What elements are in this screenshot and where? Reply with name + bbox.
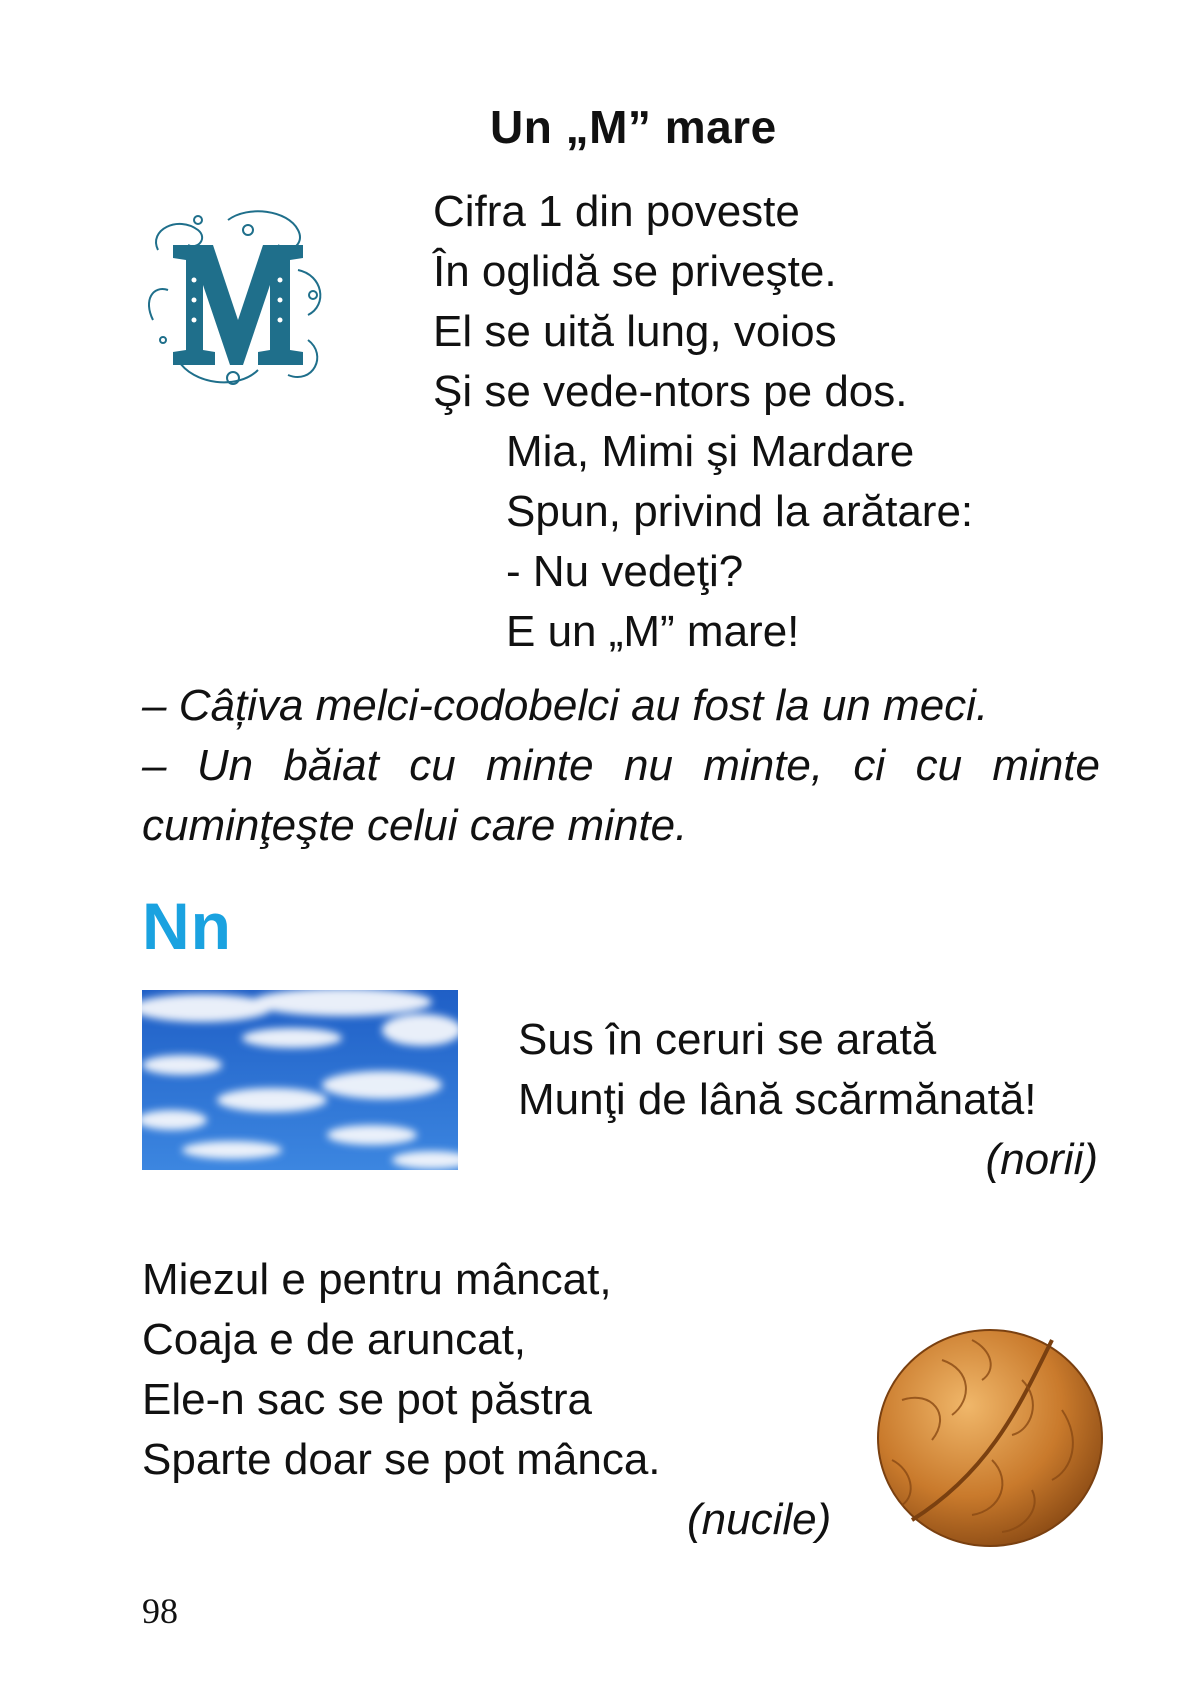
- poem-line: El se uită lung, voios: [433, 307, 837, 356]
- poem-line: Cifra 1 din poveste: [433, 187, 800, 236]
- riddle-clouds: [518, 1010, 1098, 1190]
- poem-line: - Nu vedeţi?: [506, 547, 744, 596]
- riddle-line: Sus în ceruri se arată: [518, 1015, 937, 1064]
- poem-line: Spun, privind la arătare:: [506, 487, 974, 536]
- riddle-answer: (nucile): [687, 1495, 832, 1544]
- tongue-twister-2-line-1: – Un băiat cu minte nu minte, ci cu minte: [142, 741, 1100, 790]
- poem-line: Şi se vede-ntors pe dos.: [433, 367, 908, 416]
- poem-line: În oglidă se priveşte.: [433, 247, 837, 296]
- poem-line: E un „M” mare!: [506, 607, 800, 656]
- poem-title: Un „M” mare: [490, 101, 777, 153]
- ornate-letter-m-icon: [138, 200, 338, 400]
- poem-body: [433, 182, 973, 662]
- poem-line: Mia, Mimi şi Mardare: [506, 427, 915, 476]
- sky-clouds-image: [142, 990, 458, 1170]
- riddle-line: Munţi de lână scărmănată!: [518, 1075, 1037, 1124]
- tongue-twisters: [142, 676, 1100, 856]
- riddle-line: Sparte doar se pot mânca.: [142, 1435, 661, 1484]
- tongue-twister-1: – Câțiva melci-codobelci au fost la un meci.: [142, 681, 989, 730]
- section-heading: Nn: [142, 889, 232, 963]
- walnut-image: [872, 1320, 1108, 1556]
- riddle-walnuts: [142, 1250, 831, 1550]
- tongue-twister-2-line-2: cuminţeşte celui care minte.: [142, 801, 688, 850]
- riddle-line: Coaja e de aruncat,: [142, 1315, 527, 1364]
- riddle-answer: (norii): [985, 1135, 1098, 1184]
- page-number: 98: [142, 1591, 178, 1631]
- riddle-line: Ele-n sac se pot păstra: [142, 1375, 593, 1424]
- riddle-line: Miezul e pentru mâncat,: [142, 1255, 612, 1304]
